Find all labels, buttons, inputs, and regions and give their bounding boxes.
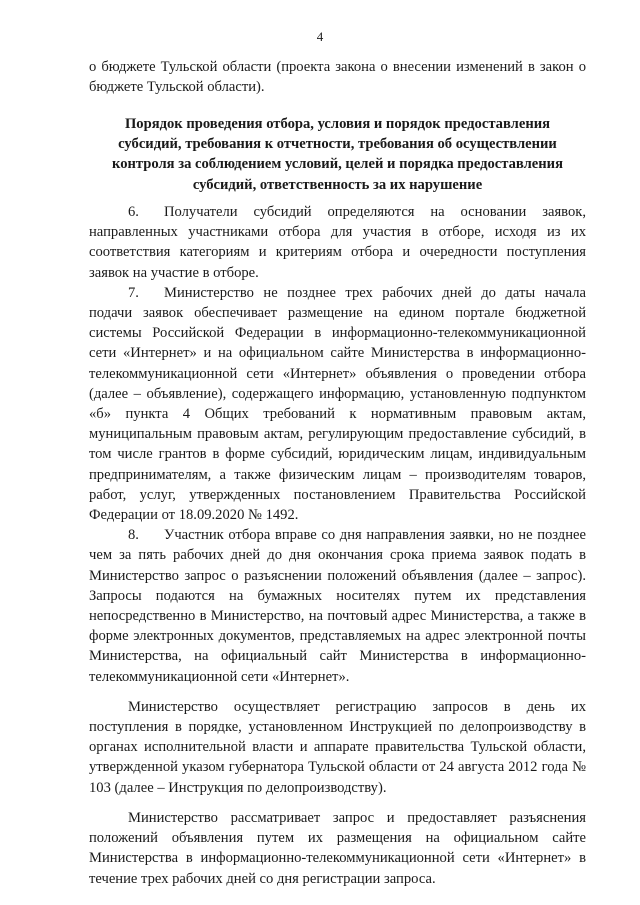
paragraph-text: Министерство рассматривает запрос и предоставляет разъяснения положений объявления путем их размещения на официальном сайте Министерства в информационно-телекоммуникационной сети «Интернет» в течение трех рабочих дней со дня регистрации запроса. — [89, 809, 586, 887]
page-number: 4 — [316, 29, 324, 44]
intro-text: о бюджете Тульской области (проекта закона о внесении изменений в закон о бюджете Тульской области). — [89, 59, 586, 96]
paragraph-8 — [89, 525, 586, 687]
heading-line: субсидий, ответственность за их нарушение — [192, 176, 483, 193]
paragraph-text: Участник отбора вправе со дня направления заявки, но не позднее чем за пять рабочих дней до дня окончания срока приема заявок подать в Министерство запрос о разъяснении положений объявления (далее – запрос). Запросы подаются на бумажных носителях путем их представления непосредственно в Министерство, на почтовый адрес Министерства, а также в форме электронных документов, представляемых на адрес электронной почты Министерства, на официальный сайт Министерства в информационно-телекоммуникационной сети «Интернет». — [89, 527, 586, 685]
paragraph-text: Получатели субсидий определяются на основании заявок, направленных участниками отбора для участия в отборе, исходя из их соответствия категориям и критериям отбора и очередности поступления заявок на участие в отборе. — [89, 204, 586, 281]
heading-line: Порядок проведения отбора, условия и порядок предоставления — [124, 116, 551, 132]
paragraph-number: 8. — [128, 527, 139, 544]
heading-line: субсидий, требования к отчетности, требования об осуществлении — [118, 136, 557, 153]
paragraph-7 — [89, 283, 586, 525]
intro-paragraph — [89, 57, 586, 97]
section-heading — [89, 114, 586, 195]
paragraph-clarification — [89, 808, 586, 889]
paragraph-registration — [89, 697, 586, 798]
paragraph-number: 6. — [128, 204, 139, 220]
heading-line: контроля за соблюдением условий, целей и порядка предоставления — [111, 156, 563, 173]
paragraph-text: Министерство осуществляет регистрацию запросов в день их поступления в порядке, установленном Инструкцией по делопроизводству в органах исполнительной власти и аппарате правительства Тульской области, утвержденной указом губернатора Тульской области от 24 августа 2012 года № 103 (далее – Инструкция по делопроизводству). — [89, 698, 586, 796]
paragraph-text: Министерство не позднее трех рабочих дней до даты начала подачи заявок обеспечивает размещение на едином портале бюджетной системы Российской Федерации в информационно-телекоммуникационной сети «Интернет» и на официальном сайте Министерства в информационно-телекоммуникационной сети «Интернет» объявления о проведении отбора (далее – объявление), содержащего информацию, установленную подпунктом «б» пункта 4 Общих требований к нормативным правовым актам, муниципальным правовым актам, регулирующим предоставление субсидий, в том числе грантов в форме субсидий, юридическим лицам, индивидуальным предпринимателям, а также физическим лицам – производителям товаров, работ, услуг, утвержденных постановлением Правительства Российской Федерации от 18.09.2020 № 1492. — [89, 284, 586, 524]
paragraph-number: 7. — [128, 284, 139, 301]
document-body — [89, 202, 586, 889]
paragraph-6 — [89, 202, 586, 283]
